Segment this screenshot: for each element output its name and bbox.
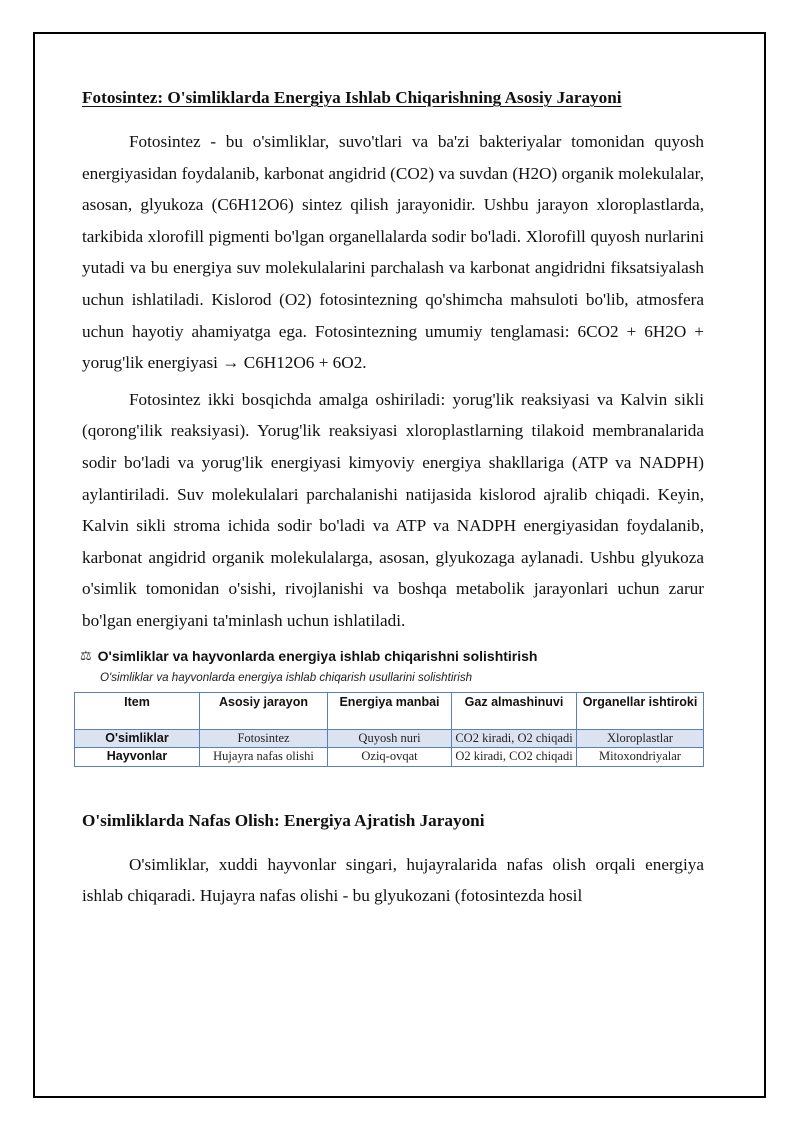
section1-paragraph-1: Fotosintez - bu o'simliklar, suvo'tlari va ba'zi bakteriyalar tomonidan quyosh energiyasidan foydalanib, karbonat angidrid (CO2) va suvdan (H2O) organik molekulalar, asosan, glyukoza (C6H12O6) sintez qilish jarayonidir. Ushbu jarayon xloroplastlarda, tarkibida xlorofill pigmenti bo'lgan organellalarda sodir bo'ladi. Xlorofill quyosh nurlarini yutadi va bu energiya suv molekulalarini parchalash va karbonat angidridni fiksatsiyalash uchun ishlatiladi. Kislorod (O2) fotosintezning qo'shimcha mahsuloti bo'lib, atmosfera uchun hayotiy ahamiyatga ega. Fotosintezning umumiy tenglamasi: 6CO2 + 6H2O + yorug'lik energiyasi → C6H12O6 + 6O2. (82, 132, 704, 373)
table-cell: Hayvonlar (75, 748, 200, 767)
section1-paragraph-2: Fotosintez ikki bosqichda amalga oshiriladi: yorug'lik reaksiyasi va Kalvin sikli (qorong'ilik reaksiyasi). Yorug'lik reaksiyasi xloroplastlarning tilakoid membranalarida sodir bo'ladi va yorug'lik energiyasi kimyoviy energiya shakllariga (ATP va NADPH) aylantiriladi. Suv molekulalari parchalanishi natijasida kislorod ajralib chiqadi. Keyin, Kalvin sikli stroma ichida sodir bo'ladi va ATP va NADPH energiyasidan foydalanib, karbonat angidrid organik molekulalarga, asosan, glyukozaga aylanadi. Ushbu glyukoza o'simlik tomonidan o'sishi, rivojlanishi va boshqa metabolik jarayonlari uchun zarur bo'lgan energiyani ta'minlash uchun ishlatiladi. (82, 389, 704, 630)
table-cell: O2 kiradi, CO2 chiqadi (452, 748, 577, 767)
section2-paragraph-1: O'simliklar, xuddi hayvonlar singari, hujayralarida nafas olish orqali energiya ishlab chiqaradi. Hujayra nafas olishi - bu glyukozani (fotosintezda hosil (82, 854, 704, 906)
section1-heading: Fotosintez: O'simliklarda Energiya Ishlab Chiqarishning Asosiy Jarayoni (82, 88, 622, 107)
table-header-row (75, 692, 704, 729)
table-header-gas-exchange: Gaz almashinuvi (452, 692, 577, 729)
table-cell: Oziq-ovqat (328, 748, 452, 767)
table-cell: Mitoxondriyalar (577, 748, 704, 767)
table-title-text: O'simliklar va hayvonlarda energiya ishlab chiqarishni solishtirish (97, 647, 538, 664)
table-cell: Hujayra nafas olishi (200, 748, 328, 767)
table-caption: O'simliklar va hayvonlarda energiya ishlab chiqarish usullarini solishtirish (100, 670, 473, 684)
comparison-table (74, 692, 704, 767)
table-title (80, 647, 704, 665)
section2-heading: O'simliklarda Nafas Olish: Energiya Ajratish Jarayoni (82, 810, 485, 830)
comparison-table-block (82, 647, 704, 767)
table-cell: Quyosh nuri (328, 729, 452, 748)
table-header-energy-source: Energiya manbai (328, 692, 452, 729)
table-cell: Fotosintez (200, 729, 328, 748)
document-content (82, 86, 704, 912)
table-row (75, 748, 704, 767)
table-header-process: Asosiy jarayon (200, 692, 328, 729)
balance-scale-icon: ⚖ (80, 647, 92, 663)
table-row (75, 729, 704, 748)
table-header-organelles: Organellar ishtiroki (577, 692, 704, 729)
table-cell: Xloroplastlar (577, 729, 704, 748)
table-cell: O'simliklar (75, 729, 200, 748)
table-header-item: Item (75, 692, 200, 729)
table-cell: CO2 kiradi, O2 chiqadi (452, 729, 577, 748)
